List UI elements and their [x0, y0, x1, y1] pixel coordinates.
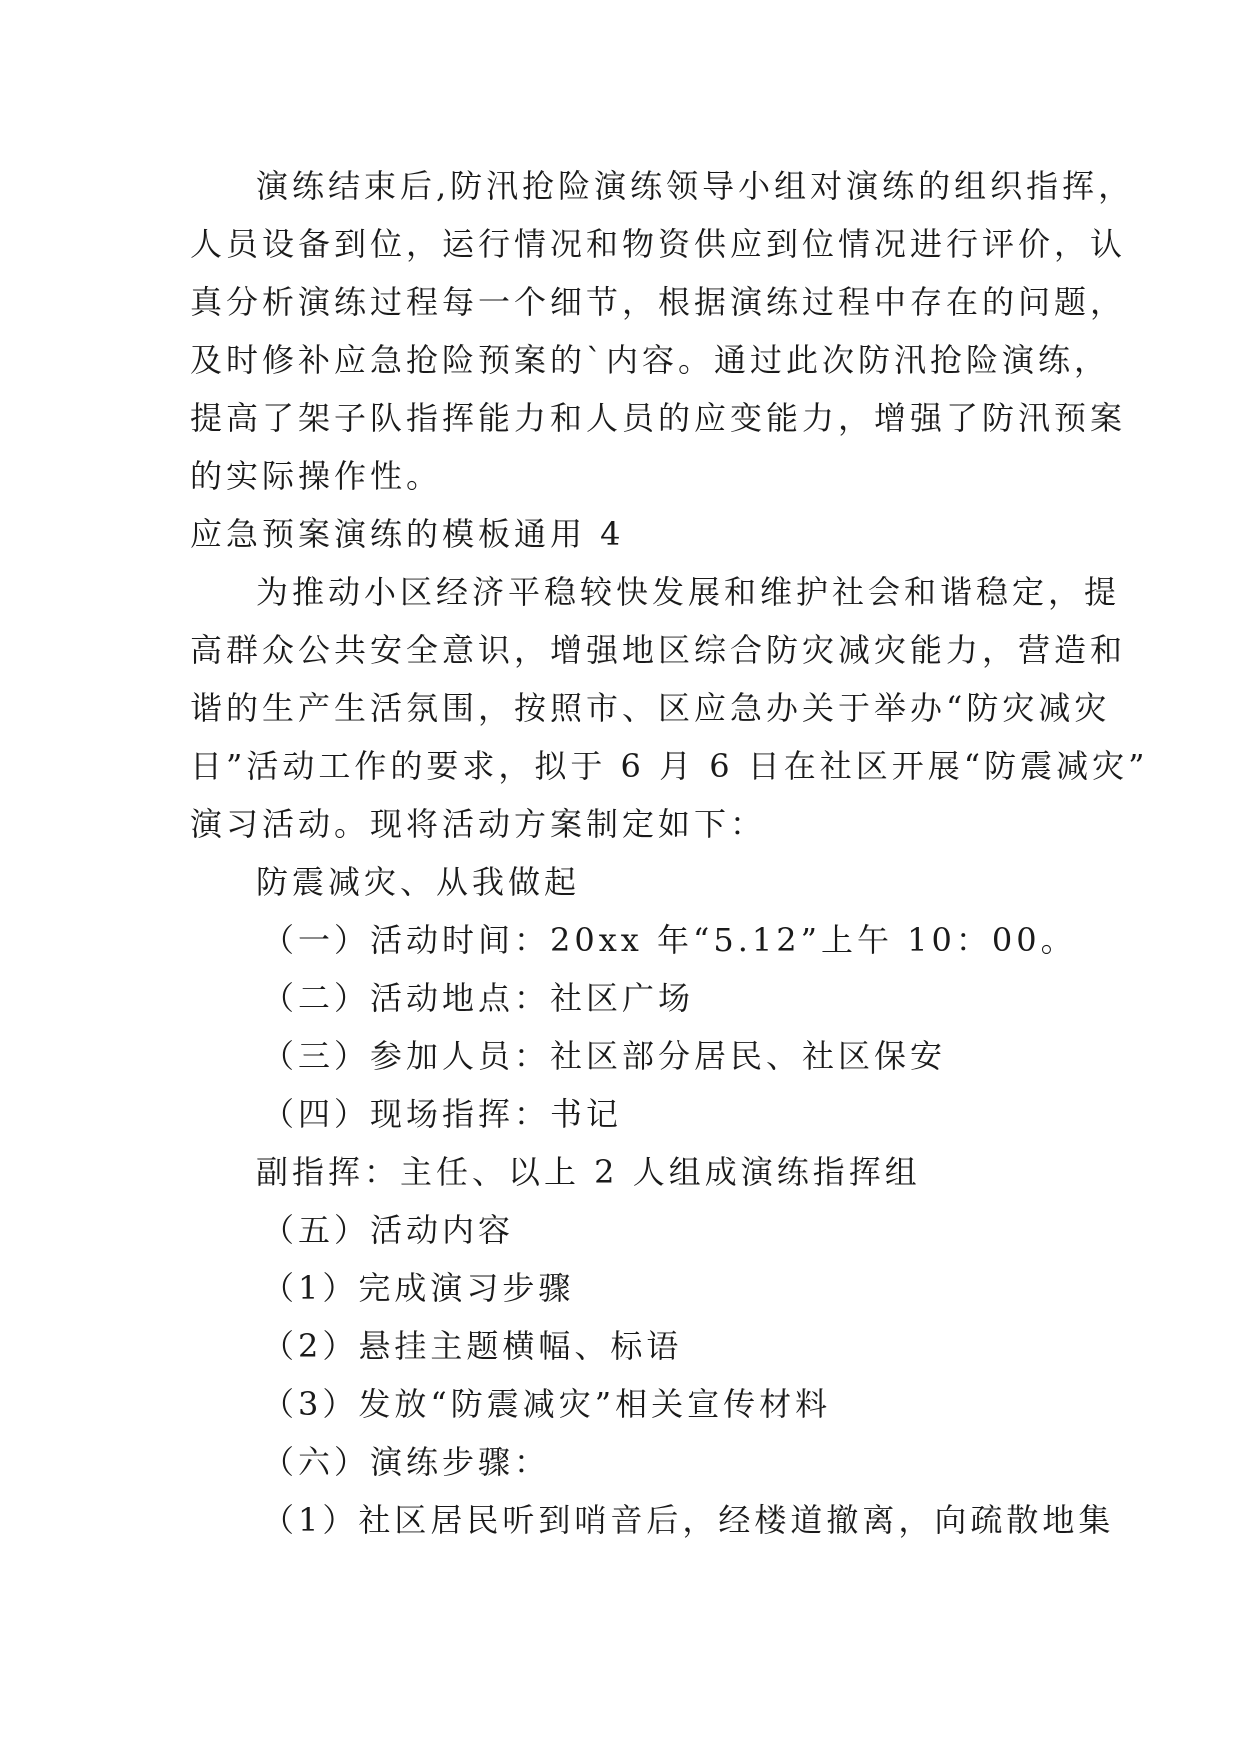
- paragraph-line: 人员设备到位，运行情况和物资供应到位情况进行评价，认: [190, 225, 1127, 263]
- paragraph-line: 真分析演练过程每一个细节，根据演练过程中存在的问题，: [190, 283, 1127, 321]
- list-item: （1）完成演习步骤: [262, 1269, 575, 1307]
- subsection-heading: （五）活动内容: [262, 1211, 515, 1249]
- list-item: （四）现场指挥：书记: [262, 1095, 623, 1133]
- paragraph-line: 谐的生产生活氛围，按照市、区应急办关于举办“防灾减灾: [190, 689, 1111, 727]
- paragraph-line: 的实际操作性。: [190, 457, 443, 495]
- list-item: （3）发放“防震减灾”相关宣传材料: [262, 1385, 832, 1423]
- list-item: （2）悬挂主题横幅、标语: [262, 1327, 683, 1365]
- list-item: （三）参加人员：社区部分居民、社区保安: [262, 1037, 947, 1075]
- paragraph-line: 高群众公共安全意识，增强地区综合防灾减灾能力，营造和: [190, 631, 1127, 669]
- paragraph-line: 为推动小区经济平稳较快发展和维护社会和谐稳定，提: [256, 573, 1121, 611]
- list-item: （二）活动地点：社区广场: [262, 979, 695, 1017]
- deputy-line: 副指挥：主任、以上 2 人组成演练指挥组: [256, 1153, 921, 1191]
- subsection-heading: （六）演练步骤：: [262, 1443, 551, 1481]
- section-heading: 应急预案演练的模板通用 4: [190, 515, 625, 553]
- list-item: （1）社区居民听到哨音后，经楼道撤离，向疏散地集: [262, 1501, 1115, 1539]
- list-item: （一）活动时间：20xx 年“5.12”上午 10：00。: [262, 921, 1077, 959]
- paragraph-line: 日”活动工作的要求，拟于 6 月 6 日在社区开展“防震减灾”: [190, 747, 1149, 785]
- paragraph-line: 演习活动。现将活动方案制定如下：: [190, 805, 767, 843]
- theme-line: 防震减灾、从我做起: [256, 863, 581, 901]
- paragraph-line: 演练结束后,防汛抢险演练领导小组对演练的组织指挥，: [256, 167, 1135, 205]
- paragraph-line: 及时修补应急抢险预案的`内容。通过此次防汛抢险演练，: [190, 341, 1111, 379]
- paragraph-line: 提高了架子队指挥能力和人员的应变能力，增强了防汛预案: [190, 399, 1127, 437]
